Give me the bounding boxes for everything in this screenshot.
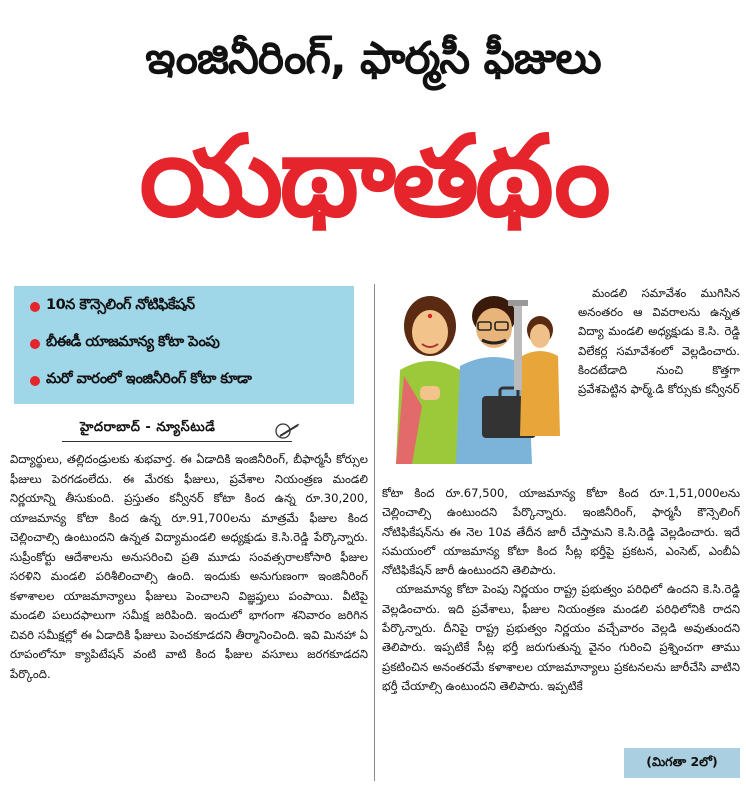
article-paragraph: కోటా కింద రూ.67,500, యాజమాన్య కోటా కింద రూ.1,51,000లను చెల్లించాల్సి ఉంటుందని పేర్కొన్నారు. ఇంజినీరింగ్, ఫార్మసీ కౌన్సెలింగ్ నోటిఫికేషన్‌ను ఈ నెల 10వ తేదీన జారీ చేస్తామని కె.సి.రెడ్డి వెల్లడించారు. ఇదే సమయంలో యాజమాన్య కోటా కింద సీట్ల భర్తీపై ప్రకటన, ఎంసెట్, ఎంబీఏ నోటిఫికేషన్ జారీ ఉంటుందని తెలిపారు.	[382, 486, 740, 578]
highlight-item	[14, 327, 354, 360]
dateline	[0, 420, 374, 448]
highlights-box	[14, 286, 354, 404]
bullet-icon	[30, 302, 40, 312]
headline-main: యథాతథం	[139, 112, 607, 242]
article-right-column	[382, 484, 740, 784]
pen-icon	[274, 422, 300, 440]
highlight-item	[14, 364, 354, 397]
highlight-text: బీఈడీ యాజమాన్య కోటా పెంపు	[46, 333, 220, 350]
continued-marker: (మిగతా 2లో)	[624, 748, 740, 778]
bullet-icon	[30, 376, 40, 386]
article-paragraph: విద్యార్థులు, తల్లిదండ్రులకు శుభవార్త. ఈ ఏడాదికి ఇంజినీరింగ్, బీఫార్మసీ కోర్సుల ఫీజులు పెరగడంలేదు. ఈ మేరకు ఫీజులు, ప్రవేశాల నియంత్రణ మండలి నిర్ణయాన్ని తీసుకుంది. ప్రస్తుతం కన్వీనర్ కోటా కింద ఉన్న రూ.30,200, యాజమాన్య కోటా కింద ఉన్న రూ.91,700లను మాత్రమే ఫీజుల కింద చెల్లించాల్సి ఉంటుందని ఉన్నత విద్యామండలి అధ్యక్షుడు కె.సి.రెడ్డి పేర్కొన్నారు. సుప్రీంకోర్టు ఆదేశాలను అనుసరించి ప్రతి మూడు సంవత్సరాలకోసారి ఫీజుల సరళిని మండలి పరిశీలించాల్సి ఉంది. ఇందుకు అనుగుణంగా ఇంజినీరింగ్ కళాశాలల యాజమాన్యాలు ఫీజులు పెంచాలని విజ్ఞప్తులు పంపాయి. వీటిపై మండలి పలుదఫాలుగా సమీక్ష జరిపింది. ఇందులో భాగంగా శనివారం జరిగిన చివరి సమీక్షల్లో ఈ ఏడాదికి ఫీజులు పెంచకూడదని తీర్మానించింది. ఇవి మినహా ఏ రూపంలోనూ క్యాపిటేషన్ వంటి వాటి కింద ఫీజుల వసూలు జరగకూడదని పేర్కొంది.	[10, 452, 368, 681]
highlight-item	[14, 290, 354, 323]
headline-top: ఇంజినీరింగ్, ఫార్మసీ ఫీజులు	[145, 33, 601, 84]
article-paragraph: యాజమాన్య కోటా పెంపు నిర్ణయం రాష్ట్ర ప్రభుత్వం పరిధిలో ఉందని కె.సి.రెడ్డి వెల్లడించారు. ఇది ప్రవేశాలు, ఫీజుల నియంత్రణ మండలి పరిధిలోనికి రాదని పేర్కొన్నారు. దీనిపై రాష్ట్ర ప్రభుత్వం నిర్ణయం వచ్చేవారం వెల్లడి అవుతుందని తెలిపారు. ఇప్పటికే సీట్ల భర్తీ జరుగుతున్న వైనం గురించి ప్రశ్నించగా తాము ప్రకటించిన అనంతరమే కళాశాలల యాజమాన్యాలు ప్రకటనలను జారీచేసి వాటిని భర్తీ చేయాల్సి ఉంటుందని తెలిపారు. ఇప్పటికే	[382, 582, 740, 693]
article-right-column-top	[578, 284, 740, 482]
dateline-text: హైదరాబాద్ - న్యూస్‌టుడే	[80, 420, 216, 435]
highlight-text: 10న కౌన్సెలింగ్ నోటిఫికేషన్	[46, 296, 195, 313]
article-left-column	[10, 450, 368, 785]
bullet-icon	[30, 339, 40, 349]
column-divider	[374, 284, 375, 781]
article-paragraph: మండలి సమావేశం ముగిసిన అనంతరం ఆ వివరాలను ఉన్నత విద్యా మండలి అధ్యక్షుడు కె.సి. రెడ్డి విలేకర్ల సమావేశంలో వెల్లడించారు. కిందటేడాది నుంచి కొత్తగా ప్రవేశపెట్టిన ఫార్మ్.డి కోర్సుకు కన్వీనర్	[578, 286, 740, 397]
dateline-rule	[62, 441, 292, 442]
highlight-text: మరో వారంలో ఇంజినీరింగ్ కోటా కూడా	[46, 370, 252, 387]
family-with-suitcase-illustration	[382, 286, 576, 464]
